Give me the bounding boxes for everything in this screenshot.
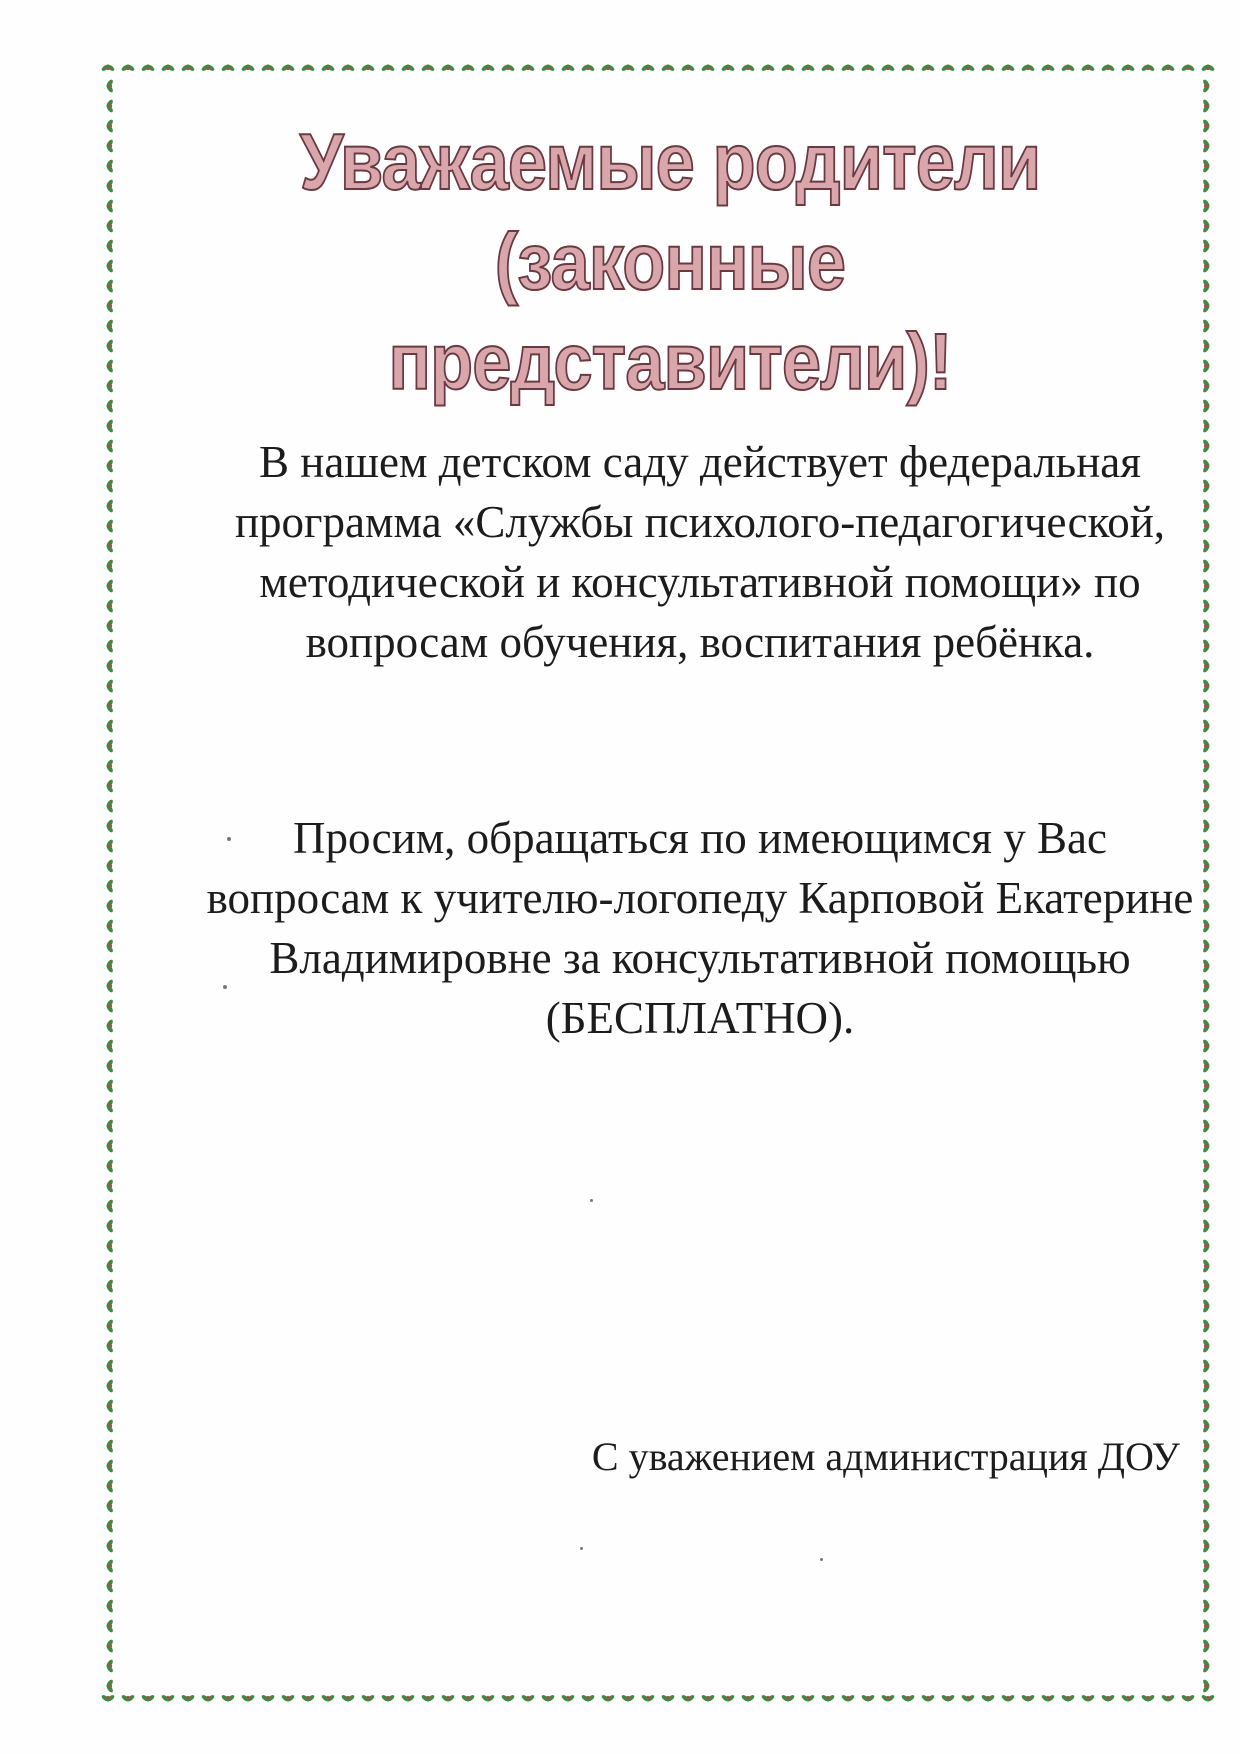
- holly-leaf-icon: [361, 63, 376, 72]
- holly-leaf-icon: [1202, 639, 1211, 654]
- holly-leaf-icon: [105, 1639, 114, 1654]
- holly-leaf-icon: [1141, 1694, 1156, 1703]
- holly-leaf-icon: [341, 63, 356, 72]
- holly-leaf-icon: [1202, 219, 1211, 234]
- holly-leaf-icon: [621, 1694, 636, 1703]
- holly-leaf-icon: [105, 459, 114, 474]
- holly-leaf-icon: [221, 63, 236, 72]
- holly-leaf-icon: [441, 1694, 456, 1703]
- holly-leaf-icon: [105, 199, 114, 214]
- holly-leaf-icon: [401, 1694, 416, 1703]
- holly-leaf-icon: [105, 359, 114, 374]
- holly-leaf-icon: [1202, 319, 1211, 334]
- holly-leaf-icon: [541, 63, 556, 72]
- holly-leaf-icon: [341, 1694, 356, 1703]
- holly-leaf-icon: [105, 739, 114, 754]
- holly-leaf-icon: [105, 1539, 114, 1554]
- holly-leaf-icon: [1202, 599, 1211, 614]
- holly-leaf-icon: [1202, 1059, 1211, 1074]
- holly-leaf-icon: [105, 379, 114, 394]
- holly-leaf-icon: [105, 719, 114, 734]
- holly-leaf-icon: [181, 63, 196, 72]
- holly-leaf-icon: [301, 1694, 316, 1703]
- holly-leaf-icon: [561, 1694, 576, 1703]
- holly-leaf-icon: [105, 579, 114, 594]
- holly-leaf-icon: [161, 63, 176, 72]
- holly-leaf-icon: [861, 63, 876, 72]
- holly-leaf-icon: [781, 63, 796, 72]
- holly-leaf-icon: [105, 759, 114, 774]
- holly-leaf-icon: [741, 63, 756, 72]
- holly-leaf-icon: [1202, 1159, 1211, 1174]
- holly-leaf-icon: [361, 1694, 376, 1703]
- signature: С уважением администрация ДОУ: [591, 1434, 1180, 1479]
- holly-leaf-icon: [105, 859, 114, 874]
- holly-leaf-icon: [881, 1694, 896, 1703]
- holly-leaf-icon: [1202, 99, 1211, 114]
- holly-leaf-icon: [105, 1679, 114, 1694]
- holly-leaf-icon: [521, 63, 536, 72]
- holly-leaf-icon: [105, 139, 114, 154]
- holly-leaf-icon: [1202, 899, 1211, 914]
- holly-leaf-icon: [941, 1694, 956, 1703]
- holly-leaf-icon: [105, 79, 114, 94]
- holly-leaf-icon: [381, 63, 396, 72]
- holly-leaf-icon: [1202, 579, 1211, 594]
- holly-leaf-icon: [1202, 699, 1211, 714]
- holly-leaf-icon: [281, 63, 296, 72]
- holly-leaf-icon: [1202, 819, 1211, 834]
- holly-leaf-icon: [161, 1694, 176, 1703]
- holly-leaf-icon: [1001, 63, 1016, 72]
- holly-leaf-icon: [1202, 179, 1211, 194]
- holly-leaf-icon: [901, 63, 916, 72]
- holly-leaf-icon: [105, 1299, 114, 1314]
- holly-leaf-icon: [1202, 1339, 1211, 1354]
- holly-leaf-icon: [105, 919, 114, 934]
- holly-leaf-icon: [681, 1694, 696, 1703]
- holly-leaf-icon: [105, 1419, 114, 1434]
- scan-speck: [223, 985, 227, 989]
- holly-leaf-icon: [1202, 1619, 1211, 1634]
- holly-leaf-icon: [1202, 1599, 1211, 1614]
- holly-leaf-icon: [981, 63, 996, 72]
- holly-leaf-icon: [501, 63, 516, 72]
- holly-leaf-icon: [921, 1694, 936, 1703]
- holly-leaf-icon: [381, 1694, 396, 1703]
- holly-leaf-icon: [261, 63, 276, 72]
- holly-leaf-icon: [1141, 63, 1156, 72]
- holly-leaf-icon: [1202, 979, 1211, 994]
- holly-leaf-icon: [461, 63, 476, 72]
- holly-leaf-icon: [105, 1079, 114, 1094]
- holly-leaf-icon: [105, 1339, 114, 1354]
- holly-leaf-icon: [105, 399, 114, 414]
- holly-leaf-icon: [1202, 1359, 1211, 1374]
- holly-leaf-icon: [105, 319, 114, 334]
- holly-leaf-icon: [1202, 959, 1211, 974]
- holly-leaf-icon: [881, 63, 896, 72]
- holly-leaf-icon: [1202, 1579, 1211, 1594]
- holly-leaf-icon: [1101, 1694, 1116, 1703]
- holly-leaf-icon: [1202, 879, 1211, 894]
- holly-leaf-icon: [1202, 1019, 1211, 1034]
- holly-leaf-icon: [761, 1694, 776, 1703]
- holly-leaf-icon: [661, 63, 676, 72]
- holly-leaf-icon: [961, 1694, 976, 1703]
- holly-leaf-icon: [105, 559, 114, 574]
- holly-leaf-icon: [521, 1694, 536, 1703]
- holly-leaf-icon: [621, 63, 636, 72]
- holly-leaf-icon: [241, 1694, 256, 1703]
- holly-leaf-icon: [1202, 279, 1211, 294]
- holly-leaf-icon: [105, 619, 114, 634]
- holly-leaf-icon: [105, 159, 114, 174]
- holly-leaf-icon: [1202, 379, 1211, 394]
- holly-leaf-icon: [105, 1219, 114, 1234]
- holly-leaf-icon: [1202, 799, 1211, 814]
- holly-leaf-icon: [541, 1694, 556, 1703]
- holly-leaf-icon: [1202, 1199, 1211, 1214]
- holly-leaf-icon: [1121, 63, 1136, 72]
- holly-leaf-icon: [105, 899, 114, 914]
- holly-leaf-icon: [1202, 1479, 1211, 1494]
- holly-leaf-icon: [1202, 119, 1211, 134]
- holly-leaf-icon: [1161, 1694, 1176, 1703]
- holly-leaf-icon: [1061, 1694, 1076, 1703]
- holly-leaf-icon: [1202, 779, 1211, 794]
- title-line-2: (законные представители)!: [388, 217, 952, 406]
- holly-leaf-icon: [261, 1694, 276, 1703]
- holly-leaf-icon: [105, 1619, 114, 1634]
- holly-leaf-icon: [1161, 63, 1176, 72]
- holly-leaf-icon: [941, 63, 956, 72]
- holly-leaf-icon: [1001, 1694, 1016, 1703]
- holly-leaf-icon: [1202, 759, 1211, 774]
- holly-leaf-icon: [841, 1694, 856, 1703]
- holly-leaf-icon: [301, 63, 316, 72]
- holly-leaf-icon: [105, 1359, 114, 1374]
- holly-leaf-icon: [1202, 299, 1211, 314]
- holly-leaf-icon: [105, 519, 114, 534]
- holly-leaf-icon: [1202, 719, 1211, 734]
- holly-leaf-icon: [281, 1694, 296, 1703]
- holly-leaf-icon: [321, 63, 336, 72]
- holly-leaf-icon: [1202, 1459, 1211, 1474]
- holly-leaf-icon: [105, 1459, 114, 1474]
- holly-leaf-icon: [321, 1694, 336, 1703]
- holly-leaf-icon: [1202, 1379, 1211, 1394]
- holly-leaf-icon: [105, 419, 114, 434]
- holly-leaf-icon: [421, 1694, 436, 1703]
- holly-leaf-icon: [1061, 63, 1076, 72]
- holly-leaf-icon: [601, 63, 616, 72]
- holly-leaf-icon: [201, 63, 216, 72]
- holly-leaf-icon: [105, 959, 114, 974]
- scan-speck: [590, 1199, 593, 1202]
- holly-leaf-icon: [1202, 919, 1211, 934]
- holly-leaf-icon: [105, 599, 114, 614]
- holly-leaf-icon: [1202, 559, 1211, 574]
- holly-leaf-icon: [581, 63, 596, 72]
- holly-leaf-icon: [105, 1259, 114, 1274]
- holly-leaf-icon: [105, 1019, 114, 1034]
- holly-leaf-icon: [105, 1659, 114, 1674]
- holly-leaf-icon: [421, 63, 436, 72]
- holly-leaf-icon: [105, 679, 114, 694]
- holly-leaf-icon: [821, 63, 836, 72]
- holly-leaf-icon: [1202, 1319, 1211, 1334]
- holly-leaf-icon: [101, 1694, 116, 1703]
- holly-leaf-icon: [1202, 439, 1211, 454]
- holly-leaf-icon: [1181, 1694, 1196, 1703]
- holly-leaf-icon: [1202, 1659, 1211, 1674]
- program-paragraph: В нашем детском саду действует федеральная программа «Службы психолого-педагогической, методической и консультативной помощи» по вопросам обучения, воспитания ребёнка.: [234, 437, 1166, 667]
- holly-leaf-icon: [1201, 63, 1216, 72]
- holly-leaf-icon: [981, 1694, 996, 1703]
- holly-leaf-icon: [721, 63, 736, 72]
- holly-leaf-icon: [801, 63, 816, 72]
- consultation-paragraph: Просим, обращаться по имеющимся у Вас вопросам к учителю-логопеду Карповой Екатерине Владимировне за консультативной помощью (БЕСПЛАТНО).: [206, 813, 1194, 1043]
- holly-leaf-icon: [1202, 259, 1211, 274]
- holly-leaf-icon: [901, 1694, 916, 1703]
- holly-leaf-icon: [1081, 1694, 1096, 1703]
- holly-leaf-icon: [1202, 1679, 1211, 1694]
- holly-leaf-icon: [105, 1499, 114, 1514]
- holly-leaf-icon: [105, 839, 114, 854]
- holly-leaf-icon: [105, 1059, 114, 1074]
- holly-leaf-icon: [1202, 1239, 1211, 1254]
- holly-leaf-icon: [105, 219, 114, 234]
- holly-leaf-icon: [105, 239, 114, 254]
- holly-leaf-icon: [1202, 1119, 1211, 1134]
- holly-leaf-icon: [105, 819, 114, 834]
- holly-leaf-icon: [1202, 239, 1211, 254]
- holly-leaf-icon: [1202, 1539, 1211, 1554]
- holly-leaf-icon: [1041, 63, 1056, 72]
- holly-leaf-icon: [105, 1199, 114, 1214]
- holly-leaf-icon: [105, 939, 114, 954]
- holly-leaf-icon: [1202, 419, 1211, 434]
- holly-leaf-icon: [105, 659, 114, 674]
- holly-leaf-icon: [1202, 939, 1211, 954]
- holly-leaf-icon: [101, 63, 116, 72]
- holly-leaf-icon: [481, 1694, 496, 1703]
- holly-leaf-icon: [461, 1694, 476, 1703]
- holly-leaf-icon: [105, 1139, 114, 1154]
- holly-leaf-icon: [105, 99, 114, 114]
- holly-leaf-icon: [961, 63, 976, 72]
- holly-leaf-icon: [1202, 1139, 1211, 1154]
- holly-leaf-icon: [105, 1519, 114, 1534]
- holly-leaf-icon: [1101, 63, 1116, 72]
- holly-leaf-icon: [1202, 1499, 1211, 1514]
- holly-leaf-icon: [105, 1039, 114, 1054]
- holly-leaf-icon: [105, 1379, 114, 1394]
- holly-leaf-icon: [201, 1694, 216, 1703]
- holly-leaf-icon: [1181, 63, 1196, 72]
- holly-leaf-icon: [1041, 1694, 1056, 1703]
- holly-leaf-icon: [1202, 1279, 1211, 1294]
- holly-leaf-icon: [1202, 1259, 1211, 1274]
- holly-leaf-icon: [1202, 999, 1211, 1014]
- holly-leaf-icon: [105, 1319, 114, 1334]
- holly-leaf-icon: [1202, 339, 1211, 354]
- holly-leaf-icon: [105, 639, 114, 654]
- holly-leaf-icon: [105, 479, 114, 494]
- holly-leaf-icon: [105, 439, 114, 454]
- holly-leaf-icon: [1202, 1439, 1211, 1454]
- holly-leaf-icon: [1202, 679, 1211, 694]
- holly-leaf-icon: [121, 63, 136, 72]
- holly-leaf-icon: [1202, 1419, 1211, 1434]
- holly-leaf-icon: [1202, 659, 1211, 674]
- holly-leaf-icon: [105, 259, 114, 274]
- holly-leaf-icon: [105, 779, 114, 794]
- holly-leaf-icon: [181, 1694, 196, 1703]
- notice-title: [212, 112, 1127, 412]
- scan-speck: [820, 1558, 823, 1561]
- holly-leaf-icon: [1202, 1559, 1211, 1574]
- holly-leaf-icon: [761, 63, 776, 72]
- scan-speck: [227, 837, 231, 841]
- holly-leaf-icon: [105, 1599, 114, 1614]
- holly-leaf-icon: [1202, 1179, 1211, 1194]
- holly-leaf-icon: [105, 339, 114, 354]
- holly-leaf-icon: [581, 1694, 596, 1703]
- holly-leaf-icon: [1202, 359, 1211, 374]
- holly-leaf-icon: [1202, 1519, 1211, 1534]
- holly-leaf-icon: [1202, 739, 1211, 754]
- holly-leaf-icon: [1202, 479, 1211, 494]
- holly-leaf-icon: [105, 1579, 114, 1594]
- holly-leaf-icon: [861, 1694, 876, 1703]
- holly-leaf-icon: [1202, 539, 1211, 554]
- holly-leaf-icon: [1202, 139, 1211, 154]
- holly-leaf-icon: [105, 499, 114, 514]
- holly-leaf-icon: [141, 1694, 156, 1703]
- holly-leaf-icon: [105, 1279, 114, 1294]
- holly-leaf-icon: [401, 63, 416, 72]
- holly-leaf-icon: [601, 1694, 616, 1703]
- holly-leaf-icon: [1202, 199, 1211, 214]
- holly-leaf-icon: [105, 179, 114, 194]
- holly-leaf-icon: [501, 1694, 516, 1703]
- holly-leaf-icon: [821, 1694, 836, 1703]
- holly-leaf-icon: [701, 63, 716, 72]
- holly-leaf-icon: [105, 1099, 114, 1114]
- holly-leaf-icon: [105, 699, 114, 714]
- holly-leaf-icon: [105, 1239, 114, 1254]
- holly-leaf-icon: [561, 63, 576, 72]
- holly-leaf-icon: [841, 63, 856, 72]
- holly-leaf-icon: [1202, 1039, 1211, 1054]
- holly-leaf-icon: [1202, 859, 1211, 874]
- holly-leaf-icon: [105, 979, 114, 994]
- holly-leaf-icon: [1202, 839, 1211, 854]
- holly-leaf-icon: [641, 1694, 656, 1703]
- holly-leaf-icon: [1202, 1099, 1211, 1114]
- holly-leaf-icon: [105, 999, 114, 1014]
- holly-leaf-icon: [641, 63, 656, 72]
- holly-leaf-icon: [1202, 1639, 1211, 1654]
- holly-leaf-icon: [1202, 1399, 1211, 1414]
- holly-leaf-icon: [1202, 1219, 1211, 1234]
- holly-leaf-icon: [481, 63, 496, 72]
- holly-leaf-icon: [1202, 519, 1211, 534]
- holly-leaf-icon: [105, 1479, 114, 1494]
- holly-leaf-icon: [105, 799, 114, 814]
- holly-leaf-icon: [105, 539, 114, 554]
- holly-leaf-icon: [1021, 63, 1036, 72]
- holly-leaf-icon: [781, 1694, 796, 1703]
- holly-leaf-icon: [241, 63, 256, 72]
- holly-leaf-icon: [1081, 63, 1096, 72]
- holly-leaf-icon: [701, 1694, 716, 1703]
- holly-leaf-icon: [1121, 1694, 1136, 1703]
- holly-leaf-icon: [1202, 399, 1211, 414]
- holly-leaf-icon: [441, 63, 456, 72]
- holly-leaf-icon: [1202, 499, 1211, 514]
- holly-leaf-icon: [105, 1179, 114, 1194]
- holly-leaf-icon: [105, 1439, 114, 1454]
- holly-leaf-icon: [1021, 1694, 1036, 1703]
- scan-speck: [580, 1547, 583, 1550]
- holly-leaf-icon: [661, 1694, 676, 1703]
- holly-leaf-icon: [105, 1159, 114, 1174]
- holly-leaf-icon: [121, 1694, 136, 1703]
- holly-leaf-icon: [105, 1559, 114, 1574]
- holly-leaf-icon: [105, 299, 114, 314]
- holly-leaf-icon: [1201, 1694, 1216, 1703]
- holly-leaf-icon: [681, 63, 696, 72]
- holly-leaf-icon: [801, 1694, 816, 1703]
- holly-leaf-icon: [1202, 459, 1211, 474]
- holly-leaf-icon: [105, 1399, 114, 1414]
- holly-leaf-icon: [105, 279, 114, 294]
- holly-leaf-icon: [141, 63, 156, 72]
- holly-leaf-icon: [105, 879, 114, 894]
- holly-leaf-icon: [921, 63, 936, 72]
- holly-leaf-icon: [221, 1694, 236, 1703]
- holly-leaf-icon: [1202, 619, 1211, 634]
- holly-leaf-icon: [1202, 1299, 1211, 1314]
- title-line-1: Уважаемые родители: [299, 117, 1041, 206]
- holly-leaf-icon: [105, 119, 114, 134]
- holly-leaf-icon: [721, 1694, 736, 1703]
- holly-leaf-icon: [1202, 159, 1211, 174]
- holly-leaf-icon: [1202, 1079, 1211, 1094]
- holly-leaf-icon: [1202, 79, 1211, 94]
- holly-leaf-icon: [741, 1694, 756, 1703]
- holly-leaf-icon: [105, 1119, 114, 1134]
